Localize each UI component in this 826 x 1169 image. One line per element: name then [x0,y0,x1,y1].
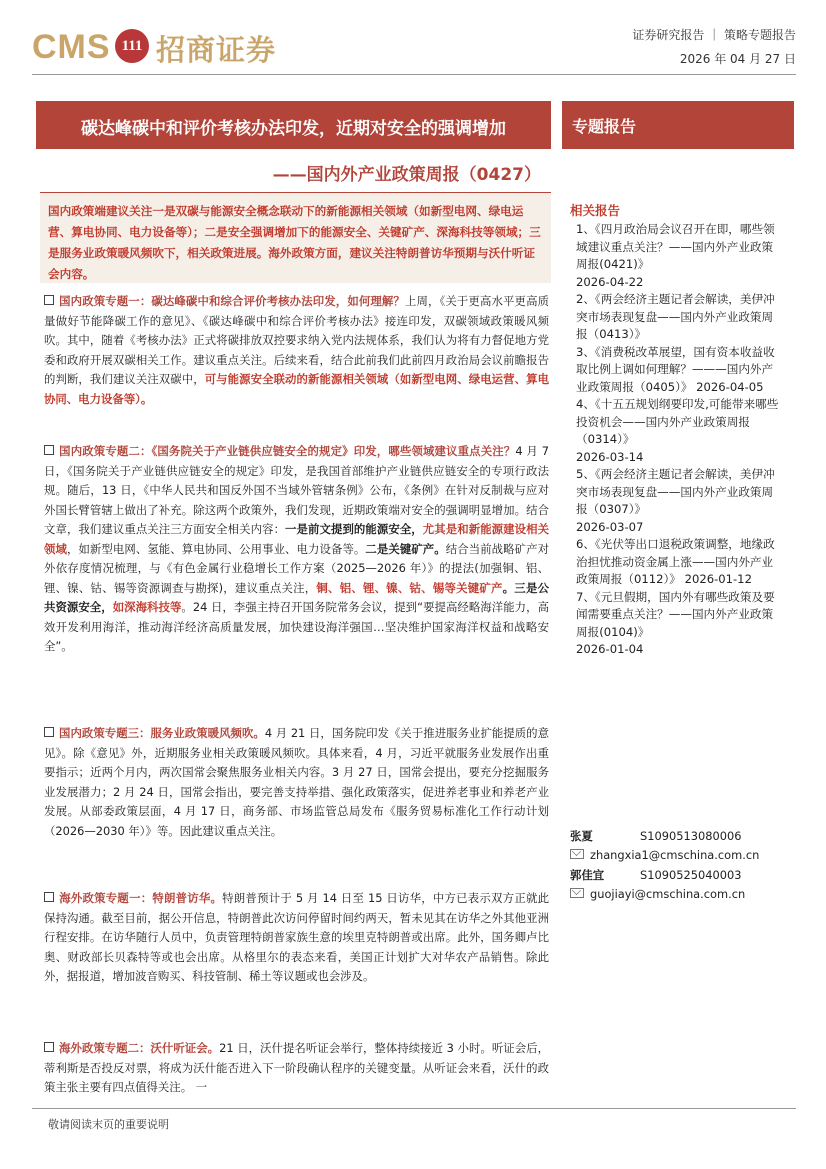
logo-cms-text: CMS [32,28,111,66]
section-text: 特朗普预计于 5 月 14 日至 15 日访华，中方已表示双方正就此保持沟通。截至目前，据公开信息，特朗普此次访问停留时间约两天，暂未见其在访华之外其他亚洲行程安排。在访华随行人员中，负责管理特朗普家族生意的埃里克特朗普或出席。此外，国务卿卢比奥、财政部长贝森特等或也会出席。从格里尔的表态来看，美国正计划扩大对华农产品销售。除此外，据报道，增加波音购买、科技管制、稀土等议题或也会涉及。 [44,891,549,983]
report-date: 2026 年 04 月 27 日 [679,52,796,66]
report-title: 碳达峰碳中和评价考核办法印发，近期对安全的强调增加 [81,119,506,139]
related-reports-list [576,221,782,659]
section-text: ，如新型电网、氢能、算电协同、公用事业、电力设备等。 [66,541,366,556]
related-report-date: 2026-04-22 [576,274,644,289]
footer-divider [32,1108,796,1109]
related-report-link[interactable] [576,536,782,589]
related-report-text: 4、《十五五规划纲要印发,可能带来哪些投资机会——国内外产业政策周报（0314）》 [576,397,779,446]
header-divider [32,74,796,75]
section-heading: 国内政策专题二：《国务院关于产业链供应链安全的规定》印发，哪些领域建议重点关注？ [59,444,516,458]
section-heading: 海外政策专题一：特朗普访华。 [59,891,223,905]
related-report-date: 2026-01-04 [576,642,644,656]
section-5 [44,1039,549,1098]
related-report-link[interactable] [576,344,782,397]
section-4 [44,889,549,987]
mail-icon [570,888,584,898]
section-highlight: 可与能源安全联动的新能源相关领域（如新型电网、绿电运营、算电协同、电力设备等）。 [44,372,549,406]
analyst-name: 郭佳宜 [570,868,605,882]
related-report-link[interactable] [576,221,782,291]
checkbox-bullet-icon [44,445,54,455]
analyst-cert: S1090513080006 [640,829,742,843]
related-report-text: 5、《两会经济主题记者会解读，美伊冲突市场表现复盘——国内外产业政策周报（0307）》 [576,467,775,516]
brand-logo [32,22,292,68]
analyst-2-email-row [570,887,790,901]
report-category: 专题报告 [572,117,637,136]
section-highlight: 铜、铝、锂、镍、钴、锡等关键矿产 [316,580,503,595]
section-heading: 国内政策专题三：服务业政策暖风频吹。 [59,726,265,740]
related-report-text: 6、《光伏等出口退税政策调整，地缘政治担忧推动资金属上涨——国内外产业政策周报（0112）》 [576,537,775,586]
section-text: 4 月 7 日，《国务院关于产业链供应链安全的规定》印发，是我国首部维护产业链供应链安全的专项行政法规。随后，13 日，《中华人民共和国反外国不当域外管辖条例》公布，《条例》在针对反制裁与应对外国长臂管辖上做出了补充。除这两个政策外，我们发现，近期政策端对安全的强调明显增加。结合文章，我们建议重点关注三方面安全相关内容： [44,444,549,536]
title-band [36,101,551,149]
report-type: 证券研究报告 ｜ 策略专题报告 [632,28,796,42]
section-text: 。24 日，李强主持召开国务院常务会议，提到“要提高经略海洋能力，高效开发利用海洋，推动海洋经济高质量发展，加快建设海洋强国…坚决维护国家海洋权益和战略安全”。 [44,600,549,653]
section-highlight: 尤其是和新能源建设相关领域 [44,522,549,556]
analyst-1 [570,828,790,844]
checkbox-bullet-icon [44,295,54,305]
section-text: 上周，《关于更高水平更高质量做好节能降碳工作的意见》、《碳达峰碳中和综合评价考核办法》接连印发，双碳领域政策暖风频吹。其中，随着《考核办法》正式将碳排放双控要求纳入党内法规体系，我们认为将有力督促地方党委和政府开展双碳相关工作。建议重点关注。后续来看，结合此前我们此前四月政治局会议前瞻报告的判断，我们建议关注双碳中， [44,294,549,386]
section-bold: 二是关键矿产。 [365,541,446,556]
related-report-text: 1、《四月政治局会议召开在即，哪些领域建议重点关注？——国内外产业政策周报(0421)》 [576,222,775,271]
related-report-link[interactable] [576,466,782,536]
summary-box [40,192,551,283]
checkbox-bullet-icon [44,1042,54,1052]
related-report-link[interactable] [576,589,782,659]
section-2 [44,442,549,657]
section-text: 4 月 21 日，国务院印发《关于推进服务业扩能提质的意见》。除《意见》外，近期服务业相关政策暖风频吹。具体来看，4 月，习近平就服务业发展作出重要指示；近两个月内，两次国常会聚焦服务业相关内容。3 月 27 日，国常会提出，要充分挖掘服务业发展潜力；2 月 24 日，国常会指出，要完善支持举措、强化政策落实，促进养老事业和养老产业发展。从部委政策层面，4 月 17 日，商务部、市场监管总局发布《服务贸易标准化工作行动计划（2026—2030 年）》等。因此建议重点关注。 [44,726,549,838]
analyst-1-email-row [570,848,790,862]
related-report-link[interactable] [576,396,782,466]
analyst-name: 张夏 [570,829,593,843]
summary-text: 国内政策端建议关注一是双碳与能源安全概念联动下的新能源相关领域（如新型电网、绿电运营、算电协同、电力设备等）；二是安全强调增加下的能源安全、关键矿产、深海科技等领域；三是服务业政策暖风频吹下，相关政策进展。海外政策方面，建议关注特朗普访华预期与沃什听证会内容。 [48,204,541,281]
related-report-date: 2026-03-07 [576,519,644,534]
related-report-link[interactable] [576,291,782,344]
mail-icon [570,849,584,859]
section-heading: 海外政策专题二：沃什听证会。 [59,1041,220,1055]
related-reports-title: 相关报告 [570,203,621,218]
section-highlight: 如深海科技等 [112,600,182,614]
footer-disclaimer: 敬请阅读末页的重要说明 [48,1118,169,1131]
analyst-email[interactable]: zhangxia1@cmschina.com.cn [590,848,760,862]
related-report-text: 7、《元旦假期，国内外有哪些政策及要闻需要重点关注？——国内外产业政策周报(0104)》 [576,589,775,639]
checkbox-bullet-icon [44,892,54,902]
section-heading: 国内政策专题一：碳达峰碳中和综合评价考核办法印发，如何理解？ [59,294,405,308]
analyst-cert: S1090525040003 [640,868,742,882]
section-text: 结合当前战略矿产对外依存度情况梳理，与《有色金属行业稳增长工作方案（2025—2026 年）》的提法(加强铜、铝、锂、镍、钴、锡等资源调查与勘探)，建议重点关注， [44,541,549,595]
section-bold: 一是前文提到的能源安全， [285,522,423,536]
related-report-date: 2026-03-14 [576,449,644,464]
related-report-text: 2、《两会经济主题记者会解读，美伊冲突市场表现复盘——国内外产业政策周报（0413）》 [576,292,775,341]
checkbox-bullet-icon [44,727,54,737]
analyst-2 [570,867,790,883]
section-bold: 。三是公共资源安全， [44,580,549,614]
section-1 [44,292,549,409]
side-band [562,101,794,149]
analyst-email[interactable]: guojiayi@cmschina.com.cn [590,887,746,901]
section-text: 21 日，沃什提名听证会举行，整体持续接近 3 小时。听证会后，蒂利斯是否投反对票，将成为沃什能否进入下一阶段确认程序的关键变量。从听证会来看，沃什的政策主张主要有四点值得关注。 一 [44,1041,549,1094]
related-report-text: 3、《消费税改革展望，国有资本收益收取比例上调如何理解？———国内外产业政策周报（0405）》 [576,344,775,394]
logo-badge-icon: 111 [115,29,149,63]
related-report-date: 2026-04-05 [696,379,764,394]
section-3 [44,724,549,841]
logo-company-name: 招商证券 [156,33,277,67]
report-subtitle: ——国内外产业政策周报（0427） [272,165,541,185]
related-report-date: 2026-01-12 [684,572,752,586]
